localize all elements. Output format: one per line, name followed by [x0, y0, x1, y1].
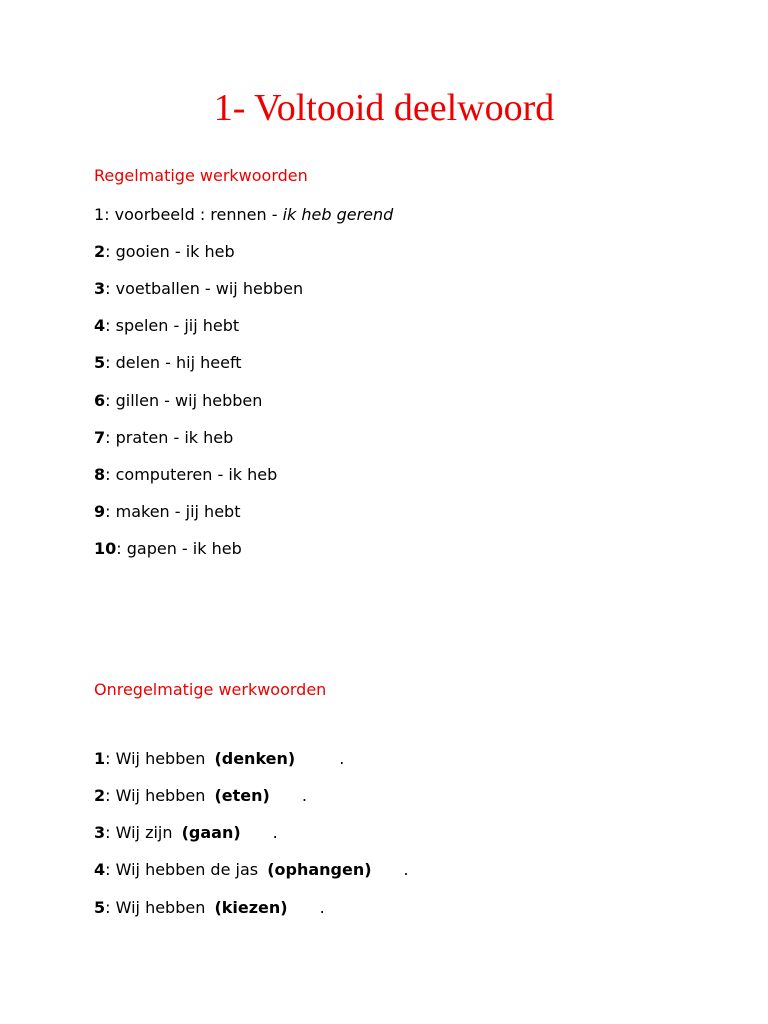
item-text: : delen - hij heeft: [105, 353, 242, 372]
item-number: 5: [94, 353, 106, 372]
item-text: : Wij hebben: [105, 786, 211, 805]
item-text: : spelen - jij hebt: [105, 316, 240, 335]
item-text: : Wij hebben: [105, 749, 211, 768]
sentence-end: .: [319, 898, 325, 917]
item-text: : computeren - ik heb: [105, 465, 278, 484]
section-heading-regular: Regelmatige werkwoorden: [94, 166, 308, 185]
regular-item: [94, 464, 277, 486]
section-heading-irregular: Onregelmatige werkwoorden: [94, 680, 327, 699]
item-number: 1: [94, 205, 105, 224]
irregular-item: [94, 859, 409, 881]
regular-item: [94, 427, 233, 449]
regular-item: [94, 278, 303, 300]
item-number: 2: [94, 242, 106, 261]
sentence-end: .: [272, 823, 278, 842]
irregular-item: [94, 822, 278, 844]
regular-item: [94, 390, 262, 412]
regular-item: [94, 501, 240, 523]
irregular-item: [94, 748, 344, 770]
regular-item: [94, 538, 242, 560]
regular-item: [94, 315, 239, 337]
item-number: 4: [94, 860, 106, 879]
item-text: : maken - jij hebt: [105, 502, 241, 521]
item-text: : Wij zijn: [105, 823, 178, 842]
item-number: 2: [94, 786, 106, 805]
verb-hint: (ophangen): [267, 860, 372, 879]
item-number: 3: [94, 823, 106, 842]
item-text: : voetballen - wij hebben: [105, 279, 304, 298]
irregular-item: [94, 785, 307, 807]
item-number: 4: [94, 316, 106, 335]
page-title: 1- Voltooid deelwoord: [213, 87, 555, 129]
regular-item: [94, 352, 242, 374]
item-number: 5: [94, 898, 106, 917]
item-text: : Wij hebben de jas: [105, 860, 264, 879]
item-text: : gapen - ik heb: [116, 539, 242, 558]
item-text: : Wij hebben: [105, 898, 211, 917]
sentence-end: .: [403, 860, 409, 879]
verb-hint: (denken): [214, 749, 296, 768]
verb-hint: (kiezen): [214, 898, 288, 917]
item-number: 7: [94, 428, 106, 447]
example-answer: ik heb gerend: [282, 205, 394, 224]
sentence-end: .: [339, 749, 345, 768]
verb-hint: (gaan): [181, 823, 241, 842]
irregular-item: [94, 897, 325, 919]
verb-hint: (eten): [214, 786, 270, 805]
item-number: 6: [94, 391, 106, 410]
item-number: 3: [94, 279, 106, 298]
item-number: 10: [94, 539, 117, 558]
item-text: : voorbeeld : rennen -: [104, 205, 283, 224]
item-text: : gooien - ik heb: [105, 242, 235, 261]
regular-item: [94, 241, 235, 263]
regular-example-line: [94, 204, 393, 226]
item-number: 1: [94, 749, 106, 768]
item-number: 8: [94, 465, 106, 484]
sentence-end: .: [301, 786, 307, 805]
item-number: 9: [94, 502, 106, 521]
item-text: : gillen - wij hebben: [105, 391, 263, 410]
item-text: : praten - ik heb: [105, 428, 234, 447]
